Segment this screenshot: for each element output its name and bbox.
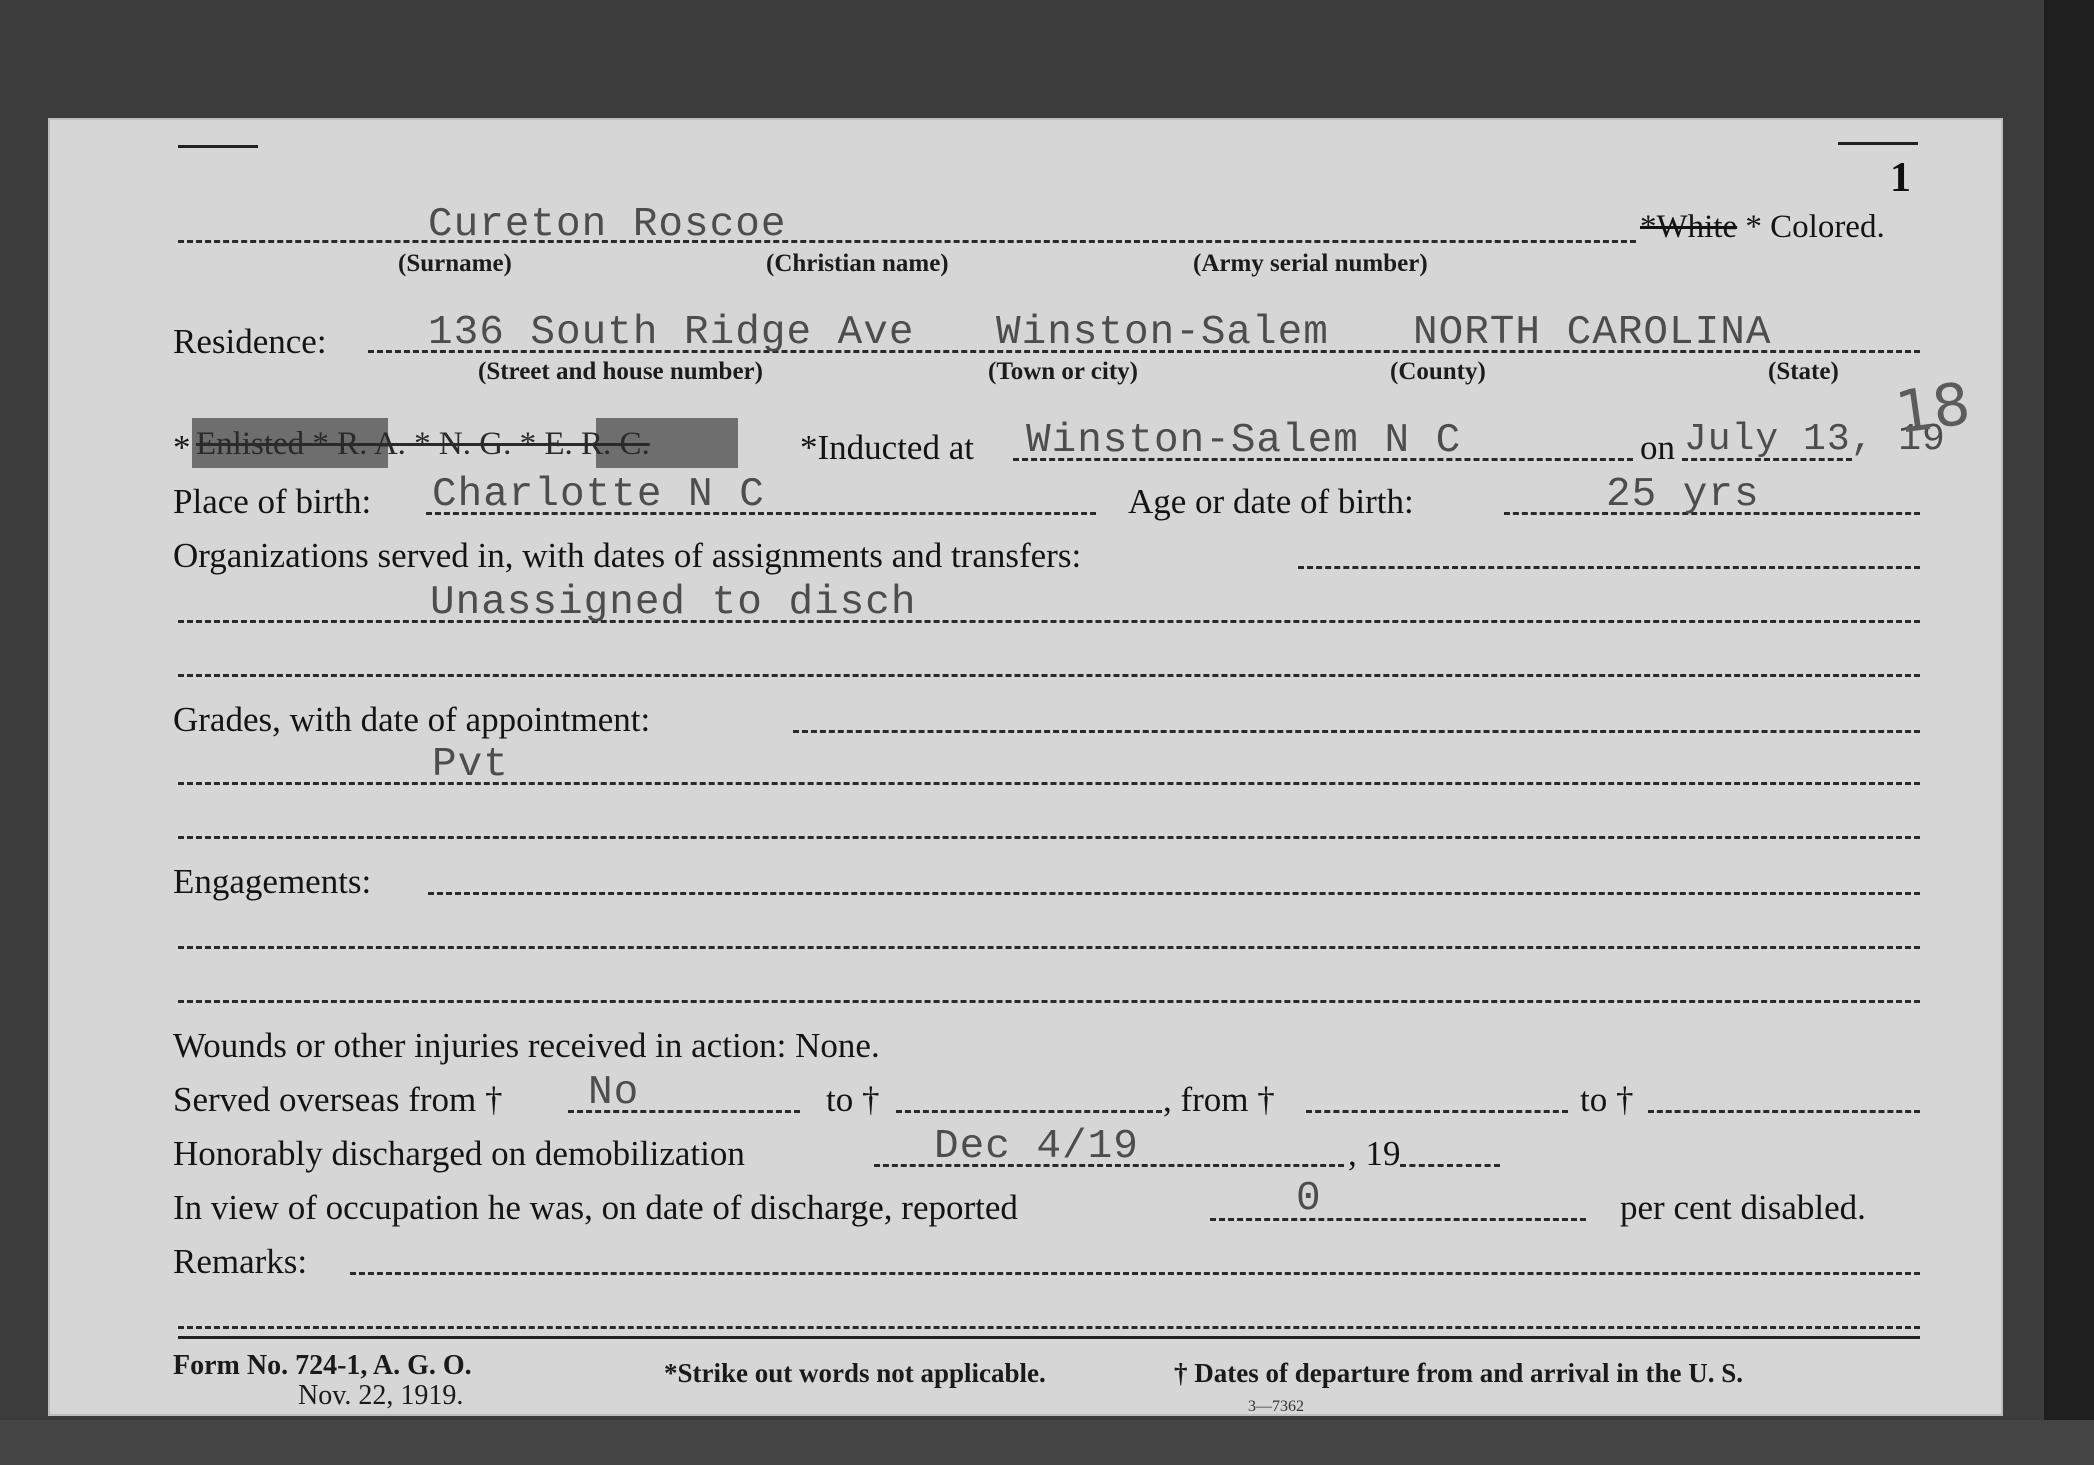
grades-line-3 [178, 836, 1920, 839]
discharge-label: Honorably discharged on demobilization [173, 1134, 745, 1173]
organizations-line-1 [1298, 566, 1920, 569]
footnote-strike-out: *Strike out words not applicable. [664, 1358, 1046, 1388]
discharge-year-line [1400, 1164, 1500, 1167]
grades-label: Grades, with date of appointment: [173, 700, 651, 739]
footnote-dates: † Dates of departure from and arrival in the U. S. [1174, 1358, 1743, 1388]
enlistment-prefix: * [173, 428, 191, 467]
overseas-label: Served overseas from † [173, 1080, 503, 1119]
engagements-line-1 [428, 892, 1920, 895]
discharge-year-suffix: , 19 [1348, 1134, 1401, 1173]
age-value: 25 yrs [1606, 472, 1760, 518]
disability-value: 0 [1296, 1176, 1322, 1222]
grades-value: Pvt [432, 742, 509, 788]
engagements-line-2 [178, 946, 1920, 949]
grades-line-1 [793, 730, 1920, 733]
print-code: 3—7362 [1248, 1398, 1304, 1415]
serial-number-caption: (Army serial number) [1193, 250, 1428, 277]
residence-label: Residence: [173, 322, 327, 361]
overseas-to-1: to † [826, 1080, 880, 1119]
remarks-line-1 [350, 1272, 1920, 1275]
surname-caption: (Surname) [398, 250, 512, 277]
race-marks [1640, 209, 1885, 246]
wounds-text: Wounds or other injuries received in action: None. [173, 1026, 880, 1065]
name-line [178, 240, 1636, 243]
age-label: Age or date of birth: [1128, 482, 1414, 521]
remarks-line-2 [178, 1326, 1920, 1329]
discharge-date: Dec 4/19 [934, 1124, 1139, 1170]
street-caption: (Street and house number) [478, 358, 763, 385]
organizations-value: Unassigned to disch [430, 580, 917, 626]
residence-state: NORTH CAROLINA [1413, 310, 1772, 356]
overseas-line-3 [1306, 1110, 1568, 1113]
on-label: on [1640, 428, 1675, 467]
colored-label: * Colored. [1745, 209, 1885, 245]
scan-edge-right [2044, 0, 2094, 1465]
overseas-from-2: , from † [1163, 1080, 1275, 1119]
county-caption: (County) [1390, 358, 1486, 385]
remarks-label: Remarks: [173, 1242, 308, 1281]
inducted-label: *Inducted at [800, 428, 974, 467]
place-of-birth-value: Charlotte N C [432, 472, 765, 518]
corner-rule-right [1838, 142, 1918, 145]
struck-enlistment-options: Enlisted * R. A. * N. G. * E. R. C. [196, 426, 650, 462]
form-date: Nov. 22, 1919. [298, 1380, 464, 1411]
town-caption: (Town or city) [988, 358, 1138, 385]
white-label: *White [1640, 209, 1738, 245]
engagements-label: Engagements: [173, 862, 372, 901]
overseas-to-2: to † [1580, 1080, 1634, 1119]
footer-rule [178, 1336, 1920, 1339]
overseas-value: No [588, 1070, 640, 1116]
corner-rule-left [178, 145, 258, 148]
overseas-line-2 [896, 1110, 1162, 1113]
disability-suffix: per cent disabled. [1620, 1188, 1866, 1227]
year-correction: 18 [1891, 369, 1975, 447]
residence-street: 136 South Ridge Ave [428, 310, 915, 356]
residence-town: Winston-Salem [996, 310, 1329, 356]
christian-name-caption: (Christian name) [766, 250, 949, 277]
place-of-birth-label: Place of birth: [173, 482, 372, 521]
engagements-line-3 [178, 1000, 1920, 1003]
scan-edge-bottom [0, 1420, 2094, 1465]
organizations-line-3 [178, 674, 1920, 677]
organizations-label: Organizations served in, with dates of assignments and transfers: [173, 536, 1082, 575]
name-value: Cureton Roscoe [428, 202, 787, 248]
state-caption: (State) [1768, 358, 1839, 385]
disability-line [1210, 1218, 1586, 1221]
overseas-line-4 [1648, 1110, 1920, 1113]
inducted-date: July 13, 19 [1684, 418, 1946, 461]
inducted-place: Winston-Salem N C [1026, 418, 1462, 464]
form-number: Form No. 724-1, A. G. O. [173, 1350, 472, 1381]
disability-label: In view of occupation he was, on date of discharge, reported [173, 1188, 1018, 1227]
service-record-card [48, 118, 2003, 1416]
card-number: 1 [1890, 155, 1911, 201]
